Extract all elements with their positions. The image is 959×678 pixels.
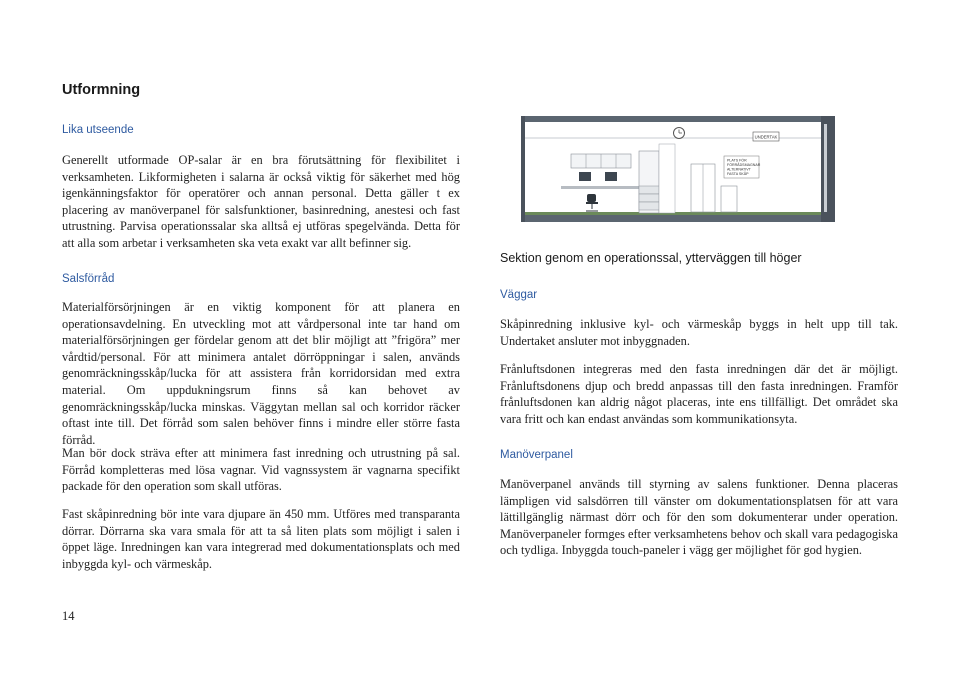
label-plats-line-2: FÖRRÅDSMAGNAR	[727, 163, 761, 167]
label-plats-line-1: PLATS FÖR	[727, 158, 747, 163]
page-number: 14	[62, 609, 75, 623]
label-undertak: UNDERTAK	[754, 134, 778, 140]
paragraph-vaggar-2: Frånluftsdonen integreras med den fasta inredningen där det är möjligt. Frånluftsdonens djup och bredd anpassas till den fasta inredningen. Framför frånluftsdonen kan aldrig något placeras, inte ens tillfälligt. Det området ska vara fritt och kan endast användas som kommunikationsyta.	[500, 362, 898, 426]
label-plats-line-4: FASTA SKÅP	[727, 172, 749, 176]
paragraph-manoverpanel: Manöverpanel används till styrning av salens funktioner. Denna placeras lämpligen vid salsdörren till vänster om dokumentationsplatsen för att vara lättillgänglig närmast dörr och för den som dokumenterar under operation. Manöverpaneler formges efter verksamhetens behov och skall vara pedagogiska och tydliga. Inbyggda touch-paneler i vägg ger möjlighet för god hygien.	[500, 477, 898, 558]
page-title: Utformning	[62, 82, 141, 98]
section-heading-vaggar: Väggar	[500, 289, 538, 301]
paragraph-vaggar-1: Skåpinredning inklusive kyl- och värmeskåp byggs in helt upp till tak. Undertaket ansluter mot inbyggnaden.	[500, 317, 898, 348]
section-heading-manoverpanel: Manöverpanel	[500, 449, 573, 461]
figure-caption: Sektion genom en operationssal, ytterväggen till höger	[500, 251, 802, 265]
paragraph-salsforrad-1: Materialförsörjningen är en viktig komponent för att planera en operationsavdelning. En utveckling mot att vårdpersonal inte tar hand om materialförsörjningen ger fördelar genom att det blir möjligt att ”frigöra” mer vårdtid/personal. För att minimera antalet dörröppningar i salen, används genomräckningsskåp/lucka för att assistera från korridorsidan med extra material. Om uppdukningsrum finns så kan behovet av genomräckningsskåp/lucka minskas. Väggytan mellan sal och korridor räcker oftast inte till. Det förråd som salen behöver finns i mindre eller större fasta förråd.	[62, 300, 460, 447]
operating-room-section-drawing	[521, 116, 835, 222]
paragraph-salsforrad-3: Fast skåpinredning bör inte vara djupare än 450 mm. Utföres med transparanta dörrar. Dörrarna ska vara smala för att ta så liten plats som möjligt i salen i öppet läge. Inredningen kan vara integrerad med dokumentationsplats och med inbyggda kyl- och värmeskåp.	[62, 507, 460, 571]
section-heading-salsforrad: Salsförråd	[62, 273, 115, 285]
label-plats-line-3: ALTERNATIVT	[727, 167, 751, 172]
section-heading-lika-utseende: Lika utseende	[62, 124, 134, 136]
paragraph-lika-utseende: Generellt utformade OP-salar är en bra förutsättning för flexibilitet i verksamheten. Likformigheten i salarna är också viktig för säkerhet med hög igenkänningsfaktor för operatörer och annan personal. Detta gäller t ex placering av manöverpanel för salsfunktioner, basinredning, anestesi och fast utrustning. Parvisa operationssalar ska alltså ej utföras spegelvända. Detta för att alla som arbetar i verksamheten ska veta exakt var allt befinner sig.	[62, 153, 460, 250]
paragraph-salsforrad-2: Man bör dock sträva efter att minimera fast inredning och utrustning på sal. Förråd kompletteras med lösa vagnar. Vid vagnssystem är vagnarna specifikt packade för den operation som skall utföras.	[62, 446, 460, 494]
